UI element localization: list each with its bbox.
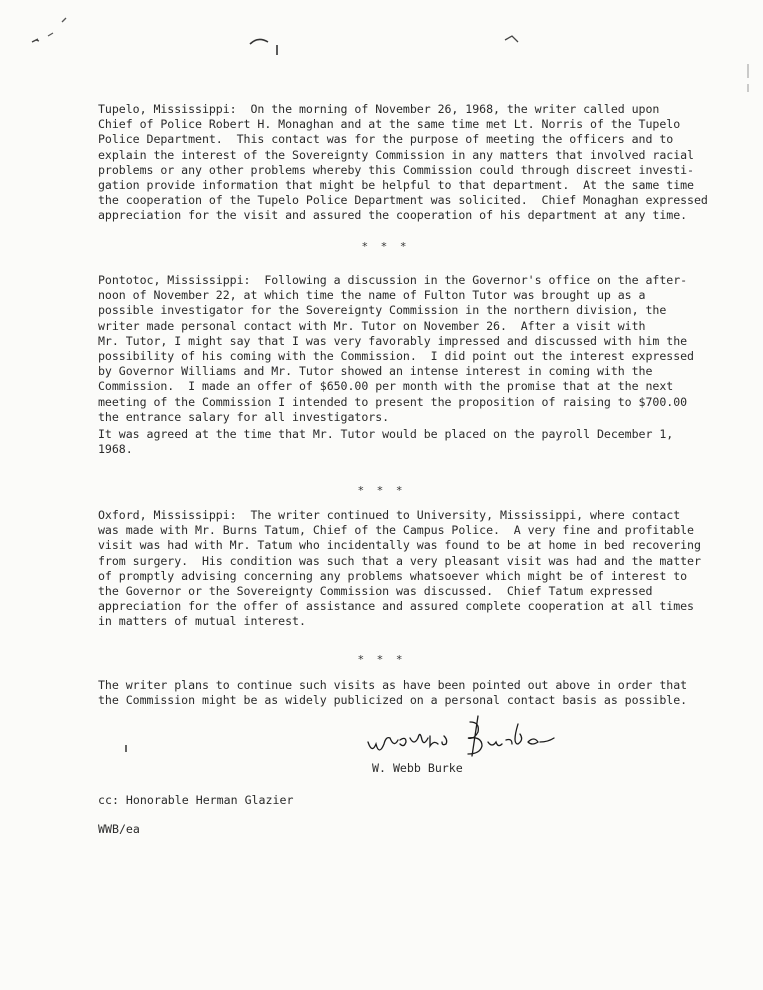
section-separator: * * * bbox=[357, 653, 406, 666]
payroll-paragraph: It was agreed at the time that Mr. Tutor would be placed on the payroll December 1, 1968. bbox=[98, 427, 674, 457]
closing-paragraph: The writer plans to continue such visits as have been pointed out above in order that the Commission might be as widely publicized on a personal contact basis as possible. bbox=[98, 678, 688, 708]
typed-signature-name: W. Webb Burke bbox=[372, 761, 463, 775]
tupelo-paragraph: Tupelo, Mississippi: On the morning of November 26, 1968, the writer called upon Chief of Police Robert H. Monaghan and at the same time met Lt. Norris of the Tupelo Police Department. This contact was for the purpose of meeting the officers and to explain the interest of the Sovereignty Commission in any matters that involved racial problems or any other problems whereby this Commission could through discreet investi- gation provide information that might be helpful to that department. At the same time the cooperation of the Tupelo Police Department was solicited. Chief Monaghan expressed appreciation for the visit and assured the cooperation of his department at any time. bbox=[98, 102, 708, 223]
pontotoc-paragraph: Pontotoc, Mississippi: Following a discussion in the Governor's office on the after- noon of November 22, at which time the name of Fulton Tutor was brought up as a possible investigator for the Sovereignty Commission in the northern division, the writer made personal contact with Mr. Tutor on November 26. After a visit with Mr. Tutor, I might say that I was very favorably impressed and discussed with him the possibility of his coming with the Commission. I did point out the interest expressed by Governor Williams and Mr. Tutor showed an intense interest in coming with the Commission. I made an offer of $650.00 per month with the promise that at the next meeting of the Commission I intended to present the proposition of raising to $700.00 the entrance salary for all investigators. bbox=[98, 273, 694, 424]
typist-initials: WWB/ea bbox=[98, 822, 140, 836]
section-separator: * * * bbox=[357, 484, 406, 497]
cc-line: cc: Honorable Herman Glazier bbox=[98, 793, 294, 807]
section-separator: * * * bbox=[361, 240, 410, 253]
oxford-paragraph: Oxford, Mississippi: The writer continued to University, Mississippi, where contact was made with Mr. Burns Tatum, Chief of the Campus Police. A very fine and profitable visit was had with Mr. Tatum who incidentally was found to be at home in bed recovering from surgery. His condition was such that a very pleasant visit was had and the matter of promptly advising concerning any problems whatsoever which might be of interest to the Governor or the Sovereignty Commission was discussed. Chief Tatum expressed appreciation for the offer of assistance and assured complete cooperation at all times in matters of mutual interest. bbox=[98, 508, 701, 629]
